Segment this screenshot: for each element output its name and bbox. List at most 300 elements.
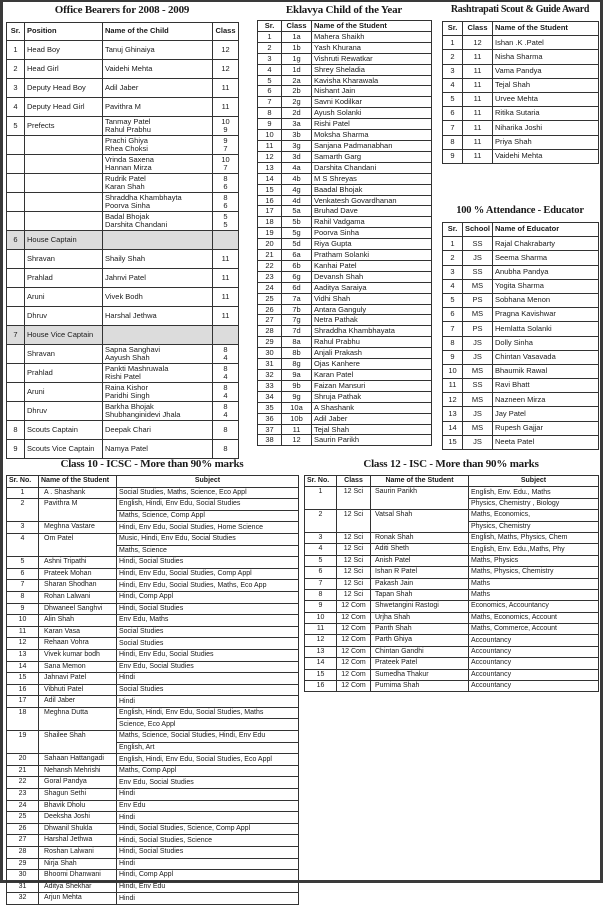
- name-cell: Ronak Shah: [371, 532, 469, 543]
- table-row: [7, 835, 299, 847]
- subject-cell: Hindi, Social Studies: [117, 557, 299, 569]
- class-cell: 12 Com: [337, 635, 371, 646]
- class-cell: 12 Sci: [337, 532, 371, 543]
- position-cell: Scouts Captain: [25, 421, 103, 440]
- subject-cell: Hindi: [117, 812, 299, 824]
- eklavya-section: [257, 4, 431, 446]
- table-row: [443, 322, 599, 336]
- child-name: Rhea Choksi: [105, 144, 148, 153]
- sr-cell: 5: [7, 557, 39, 569]
- name-cell: Darshita Chandani: [312, 162, 432, 173]
- class-cell: 1a: [282, 31, 312, 42]
- name-cell: [103, 41, 213, 60]
- name-cell: Tejal Shah: [312, 424, 432, 435]
- name-cell: Prateek Mohan: [39, 568, 117, 580]
- class-cell: 12 Sci: [337, 589, 371, 600]
- name-cell: Aditya Shekhar: [39, 881, 117, 893]
- name-cell: [103, 174, 213, 193]
- name-cell: Aditi Sheth: [371, 544, 469, 555]
- sr-cell: [7, 288, 25, 307]
- subject-cell: Hindi: [117, 893, 299, 905]
- child-name: Sapna Sanghavi: [105, 345, 161, 354]
- table-row: [443, 237, 599, 251]
- position-cell: Deputy Head Boy: [25, 79, 103, 98]
- sr-cell: 12: [443, 393, 463, 407]
- subject-cell: Hindi, Social Studies: [117, 603, 299, 615]
- table-row: [258, 217, 432, 228]
- class-cell: 12 Com: [337, 612, 371, 623]
- subject-cell: English, Hindi, Env Edu, Social Studies, Eco Appl: [117, 754, 299, 766]
- table-row: [7, 568, 299, 580]
- sr-cell: 2: [258, 42, 282, 53]
- table-row: [7, 684, 299, 696]
- child-name: Barkha Bhojak: [105, 402, 154, 411]
- sr-cell: 15: [258, 184, 282, 195]
- class-cell: 12 Com: [337, 681, 371, 692]
- name-cell: Ishan R Patel: [371, 567, 469, 578]
- name-cell: Shagun Sethi: [39, 789, 117, 801]
- class-cell: [213, 383, 239, 402]
- class-value: 5: [223, 220, 228, 229]
- class-cell: 4a: [282, 162, 312, 173]
- table-row: [443, 107, 599, 121]
- sr-cell: 6: [443, 107, 463, 121]
- class-cell: 12 Sci: [337, 510, 371, 533]
- sr-cell: 3: [443, 64, 463, 78]
- sr-cell: 4: [443, 279, 463, 293]
- class-cell: 12 Com: [337, 601, 371, 612]
- child-name: Vivek Bodh: [105, 291, 143, 301]
- name-cell: [103, 60, 213, 79]
- table-row: [7, 288, 239, 307]
- sr-cell: 33: [258, 380, 282, 391]
- sr-cell: 12: [258, 151, 282, 162]
- class-cell: [213, 402, 239, 421]
- table-row: [258, 337, 432, 348]
- sr-cell: 6: [443, 308, 463, 322]
- sr-cell: 1: [7, 41, 25, 60]
- child-name: Harshal Jethwa: [105, 310, 157, 320]
- table-row: [443, 50, 599, 64]
- rashtrapati-award-section: [442, 4, 598, 164]
- sr-cell: 18: [7, 707, 39, 730]
- sr-cell: 28: [258, 326, 282, 337]
- name-cell: Saurin Parikh: [312, 435, 432, 446]
- subject-cell: Hindi, Social Studies, Science, Comp Appl: [117, 823, 299, 835]
- class-cell: 12 Com: [337, 658, 371, 669]
- sr-cell: 11: [305, 624, 337, 635]
- class-value: 11: [221, 310, 230, 320]
- child-name: Rahul Prabhu: [105, 125, 151, 134]
- table-row: [443, 265, 599, 279]
- class-cell: 12 Sci: [337, 555, 371, 566]
- table-row: [305, 624, 599, 635]
- table-row: [443, 121, 599, 135]
- class-value: 9: [223, 136, 228, 145]
- sr-cell: 8: [7, 591, 39, 603]
- sr-cell: [7, 345, 25, 364]
- sr-cell: 26: [258, 304, 282, 315]
- name-cell: Purnima Shah: [371, 681, 469, 692]
- class-cell: [213, 136, 239, 155]
- sr-cell: 10: [305, 612, 337, 623]
- table-row: [443, 78, 599, 92]
- class-cell: [213, 269, 239, 288]
- table-row: [258, 42, 432, 53]
- subject-cell: Maths: [469, 589, 599, 600]
- sr-cell: 25: [258, 293, 282, 304]
- name-cell: Samarth Garg: [312, 151, 432, 162]
- subject-cell: English, Maths, Physics, Chem: [469, 532, 599, 543]
- name-cell: Shwetangini Rastogi: [371, 601, 469, 612]
- name-cell: Ritika Sutaria: [493, 107, 599, 121]
- sr-cell: 23: [7, 789, 39, 801]
- table-row: [7, 307, 239, 326]
- name-cell: Nisha Sharma: [493, 50, 599, 64]
- sr-cell: 30: [7, 870, 39, 882]
- rashtrapati-title: Rashtrapati Scout & Guide Award: [450, 4, 590, 15]
- name-cell: Sumedha Thakur: [371, 669, 469, 680]
- class-value: 4: [223, 372, 228, 381]
- sr-cell: 7: [443, 121, 463, 135]
- subject-cell: Social Studies: [117, 684, 299, 696]
- header-sr: Sr.: [258, 21, 282, 32]
- subject-cell: Maths, Science: [117, 545, 299, 557]
- name-cell: Chintan Gandhi: [371, 646, 469, 657]
- table-row: [305, 544, 599, 555]
- sr-cell: 26: [7, 823, 39, 835]
- name-cell: Sana Memon: [39, 661, 117, 673]
- sr-cell: 4: [305, 544, 337, 555]
- header-sr: Sr. No.: [305, 476, 337, 487]
- subject-cell: Science, Eco Appl: [117, 719, 299, 731]
- name-cell: Yash Khurana: [312, 42, 432, 53]
- table-row: [258, 348, 432, 359]
- class-cell: [213, 440, 239, 459]
- table-row: [7, 673, 299, 685]
- sr-cell: 24: [7, 800, 39, 812]
- class-value: 7: [223, 163, 228, 172]
- class-cell: 11: [463, 135, 493, 149]
- header-name: Name of the Student: [312, 21, 432, 32]
- name-cell: Dolly Sinha: [493, 336, 599, 350]
- class-cell: 6d: [282, 282, 312, 293]
- class-cell: [213, 98, 239, 117]
- sr-cell: 20: [7, 754, 39, 766]
- class-cell: 4b: [282, 173, 312, 184]
- subject-cell: Maths, Economics,: [469, 510, 599, 521]
- table-row: [7, 557, 299, 569]
- class-value: 6: [223, 182, 228, 191]
- school-cell: PS: [463, 293, 493, 307]
- sr-cell: 3: [7, 522, 39, 534]
- table-row: [305, 669, 599, 680]
- school-cell: JS: [463, 350, 493, 364]
- sr-cell: 13: [305, 646, 337, 657]
- name-cell: [103, 193, 213, 212]
- name-cell: [103, 440, 213, 459]
- sr-cell: 16: [305, 681, 337, 692]
- name-cell: Anjali Prakash: [312, 348, 432, 359]
- sr-cell: 5: [305, 555, 337, 566]
- table-row: [443, 36, 599, 50]
- table-row: [258, 239, 432, 250]
- position-cell: Head Boy: [25, 41, 103, 60]
- school-cell: JS: [463, 435, 493, 449]
- sr-cell: 7: [258, 97, 282, 108]
- table-row: [258, 75, 432, 86]
- sr-cell: 8: [7, 421, 25, 440]
- name-cell: Bhaumik Rawal: [493, 364, 599, 378]
- table-row: [258, 260, 432, 271]
- sr-cell: 12: [7, 638, 39, 650]
- class-cell: 5b: [282, 217, 312, 228]
- class-cell: 1g: [282, 53, 312, 64]
- subject-cell: Hindi, Social Studies: [117, 847, 299, 859]
- name-cell: Dhwanil Shukla: [39, 823, 117, 835]
- table-row: [258, 304, 432, 315]
- header-sr: Sr.: [443, 223, 463, 237]
- subject-cell: Maths, Economics, Account: [469, 612, 599, 623]
- table-row: [305, 510, 599, 521]
- child-name: Darshita Chandani: [105, 220, 168, 229]
- class-cell: 12 Sci: [337, 544, 371, 555]
- name-cell: Rishi Patel: [312, 119, 432, 130]
- position-cell: House Vice Captain: [25, 326, 103, 345]
- school-cell: JS: [463, 336, 493, 350]
- class-cell: 2b: [282, 86, 312, 97]
- table-row: [258, 435, 432, 446]
- class-value: 11: [221, 101, 230, 111]
- table-row: [258, 370, 432, 381]
- child-name: Vaidehi Mehta: [105, 63, 153, 73]
- sr-cell: 1: [443, 237, 463, 251]
- name-cell: Meghna Dutta: [39, 707, 117, 730]
- sr-cell: 32: [258, 370, 282, 381]
- class12-table: [304, 475, 599, 692]
- child-name: Shubhanginidevi Jhala: [105, 410, 181, 419]
- class-cell: 12: [282, 435, 312, 446]
- child-name: Tanmay Patel: [105, 117, 151, 126]
- name-cell: Karan Patel: [312, 370, 432, 381]
- class-value: 5: [223, 212, 228, 221]
- header-sr: Sr.: [443, 22, 463, 36]
- name-cell: Tapan Shah: [371, 589, 469, 600]
- table-row: [7, 615, 299, 627]
- table-row: [258, 380, 432, 391]
- sr-cell: 5: [443, 92, 463, 106]
- table-row: [258, 391, 432, 402]
- sr-cell: [7, 212, 25, 231]
- name-cell: Poorva Sinha: [312, 228, 432, 239]
- header-class: Class: [463, 22, 493, 36]
- class-cell: 1d: [282, 64, 312, 75]
- table-row: [443, 336, 599, 350]
- child-name: Aayush Shah: [105, 353, 150, 362]
- table-row: [305, 578, 599, 589]
- name-cell: Prateek Patel: [371, 658, 469, 669]
- subject-cell: Maths, Comp Appl: [117, 765, 299, 777]
- table-row: [7, 696, 299, 708]
- name-cell: [103, 269, 213, 288]
- name-cell: Panth Shah: [371, 624, 469, 635]
- table-row: [7, 870, 299, 882]
- class-cell: 7b: [282, 304, 312, 315]
- attendance-table: [442, 222, 599, 450]
- class-cell: 11: [463, 50, 493, 64]
- class10-section: [6, 458, 298, 905]
- header-position: Position: [25, 23, 103, 41]
- table-row: [443, 421, 599, 435]
- name-cell: Sanjana Padmanabhan: [312, 140, 432, 151]
- class-cell: 5d: [282, 239, 312, 250]
- table-row: [258, 413, 432, 424]
- name-cell: Neeta Patel: [493, 435, 599, 449]
- subject-cell: Maths, Physics, Chemistry: [469, 567, 599, 578]
- table-row: [7, 893, 299, 905]
- name-cell: Saurin Parikh: [371, 487, 469, 510]
- sr-cell: 14: [443, 421, 463, 435]
- class-value: 11: [221, 291, 230, 301]
- sr-cell: 11: [258, 140, 282, 151]
- school-cell: SS: [463, 265, 493, 279]
- table-row: [443, 92, 599, 106]
- class-cell: [213, 174, 239, 193]
- rashtrapati-table: [442, 21, 599, 164]
- sr-cell: 6: [7, 231, 25, 250]
- child-name: Hannan Mirza: [105, 163, 152, 172]
- name-cell: Anubha Pandya: [493, 265, 599, 279]
- class-cell: 6g: [282, 271, 312, 282]
- class-cell: 2g: [282, 97, 312, 108]
- name-cell: Pragna Kavishwar: [493, 308, 599, 322]
- position-cell: Deputy Head Girl: [25, 98, 103, 117]
- sr-cell: 4: [258, 64, 282, 75]
- position-cell: Head Girl: [25, 60, 103, 79]
- subject-cell: Hindi, Social Studies, Science: [117, 835, 299, 847]
- table-row: [7, 661, 299, 673]
- child-name: Pavithra M: [105, 101, 141, 111]
- class-cell: [213, 288, 239, 307]
- sr-cell: 13: [258, 162, 282, 173]
- sr-cell: 2: [443, 50, 463, 64]
- subject-cell: Accountancy: [469, 681, 599, 692]
- table-row: [7, 421, 239, 440]
- subject-cell: English, Hindi, Env Edu, Social Studies, Maths: [117, 707, 299, 719]
- subject-cell: Hindi, Comp Appl: [117, 591, 299, 603]
- class-cell: 10a: [282, 402, 312, 413]
- class-cell: [213, 60, 239, 79]
- class-cell: 8a: [282, 337, 312, 348]
- subject-cell: Hindi: [117, 673, 299, 685]
- sr-cell: [7, 307, 25, 326]
- subject-cell: Maths, Science, Social Studies, Hindi, Env Edu: [117, 731, 299, 743]
- sr-cell: 31: [258, 359, 282, 370]
- class-cell: 11: [463, 149, 493, 163]
- name-cell: Harshal Jethwa: [39, 835, 117, 847]
- table-row: [7, 707, 299, 719]
- subject-cell: Maths, Science, Comp Appl: [117, 510, 299, 522]
- position-cell: Prahlad: [25, 269, 103, 288]
- table-row: [258, 315, 432, 326]
- sr-cell: 3: [7, 79, 25, 98]
- table-row: [7, 754, 299, 766]
- subject-cell: Env Edu, Social Studies: [117, 661, 299, 673]
- class-cell: 11: [463, 107, 493, 121]
- name-cell: Devansh Shah: [312, 271, 432, 282]
- table-row: [258, 53, 432, 64]
- table-row: [7, 174, 239, 193]
- position-cell: Dhruv: [25, 402, 103, 421]
- position-cell: [25, 193, 103, 212]
- class-cell: [213, 307, 239, 326]
- sr-cell: 9: [7, 603, 39, 615]
- name-cell: Bruhad Dave: [312, 206, 432, 217]
- table-row: [7, 326, 239, 345]
- name-cell: Karan Vasa: [39, 626, 117, 638]
- sr-cell: 17: [258, 206, 282, 217]
- name-cell: Goral Pandya: [39, 777, 117, 789]
- table-row: [7, 98, 239, 117]
- sr-cell: [7, 155, 25, 174]
- sr-cell: 16: [258, 195, 282, 206]
- table-row: [443, 293, 599, 307]
- header-name: Name of Educator: [493, 223, 599, 237]
- child-name: Namya Patel: [105, 443, 148, 453]
- table-row: [7, 800, 299, 812]
- name-cell: Savni Kodilkar: [312, 97, 432, 108]
- table-row: [7, 638, 299, 650]
- sr-cell: [7, 383, 25, 402]
- header-subject: Subject: [469, 476, 599, 487]
- name-cell: Netra Pathak: [312, 315, 432, 326]
- table-row: [258, 402, 432, 413]
- table-row: [258, 31, 432, 42]
- name-cell: Deeksha Joshi: [39, 812, 117, 824]
- name-cell: Jahnavi Patel: [39, 673, 117, 685]
- name-cell: [103, 402, 213, 421]
- sr-cell: [7, 402, 25, 421]
- sr-cell: 6: [258, 86, 282, 97]
- name-cell: Pratham Solanki: [312, 250, 432, 261]
- table-row: [443, 64, 599, 78]
- name-cell: Riya Gupta: [312, 239, 432, 250]
- class-cell: 5g: [282, 228, 312, 239]
- subject-cell: Accountancy: [469, 646, 599, 657]
- table-row: [305, 555, 599, 566]
- subject-cell: Hindi, Env Edu, Social Studies, Comp Appl: [117, 568, 299, 580]
- table-row: [7, 193, 239, 212]
- name-cell: Roshan Lalwani: [39, 847, 117, 859]
- name-cell: Adil Jaber: [39, 696, 117, 708]
- sr-cell: 5: [443, 293, 463, 307]
- name-cell: Kavisha Kharawala: [312, 75, 432, 86]
- position-cell: Scouts Vice Captain: [25, 440, 103, 459]
- name-cell: Ojas Kanhere: [312, 359, 432, 370]
- sr-cell: [7, 174, 25, 193]
- class-cell: 8b: [282, 348, 312, 359]
- class-cell: 7a: [282, 293, 312, 304]
- sr-cell: [7, 193, 25, 212]
- name-cell: Arjun Mehta: [39, 893, 117, 905]
- eklavya-table: [257, 20, 432, 446]
- name-cell: Ashni Tripathi: [39, 557, 117, 569]
- table-row: [7, 117, 239, 136]
- table-row: [443, 279, 599, 293]
- sr-cell: 9: [443, 350, 463, 364]
- child-name: Rishi Patel: [105, 372, 141, 381]
- table-row: [7, 269, 239, 288]
